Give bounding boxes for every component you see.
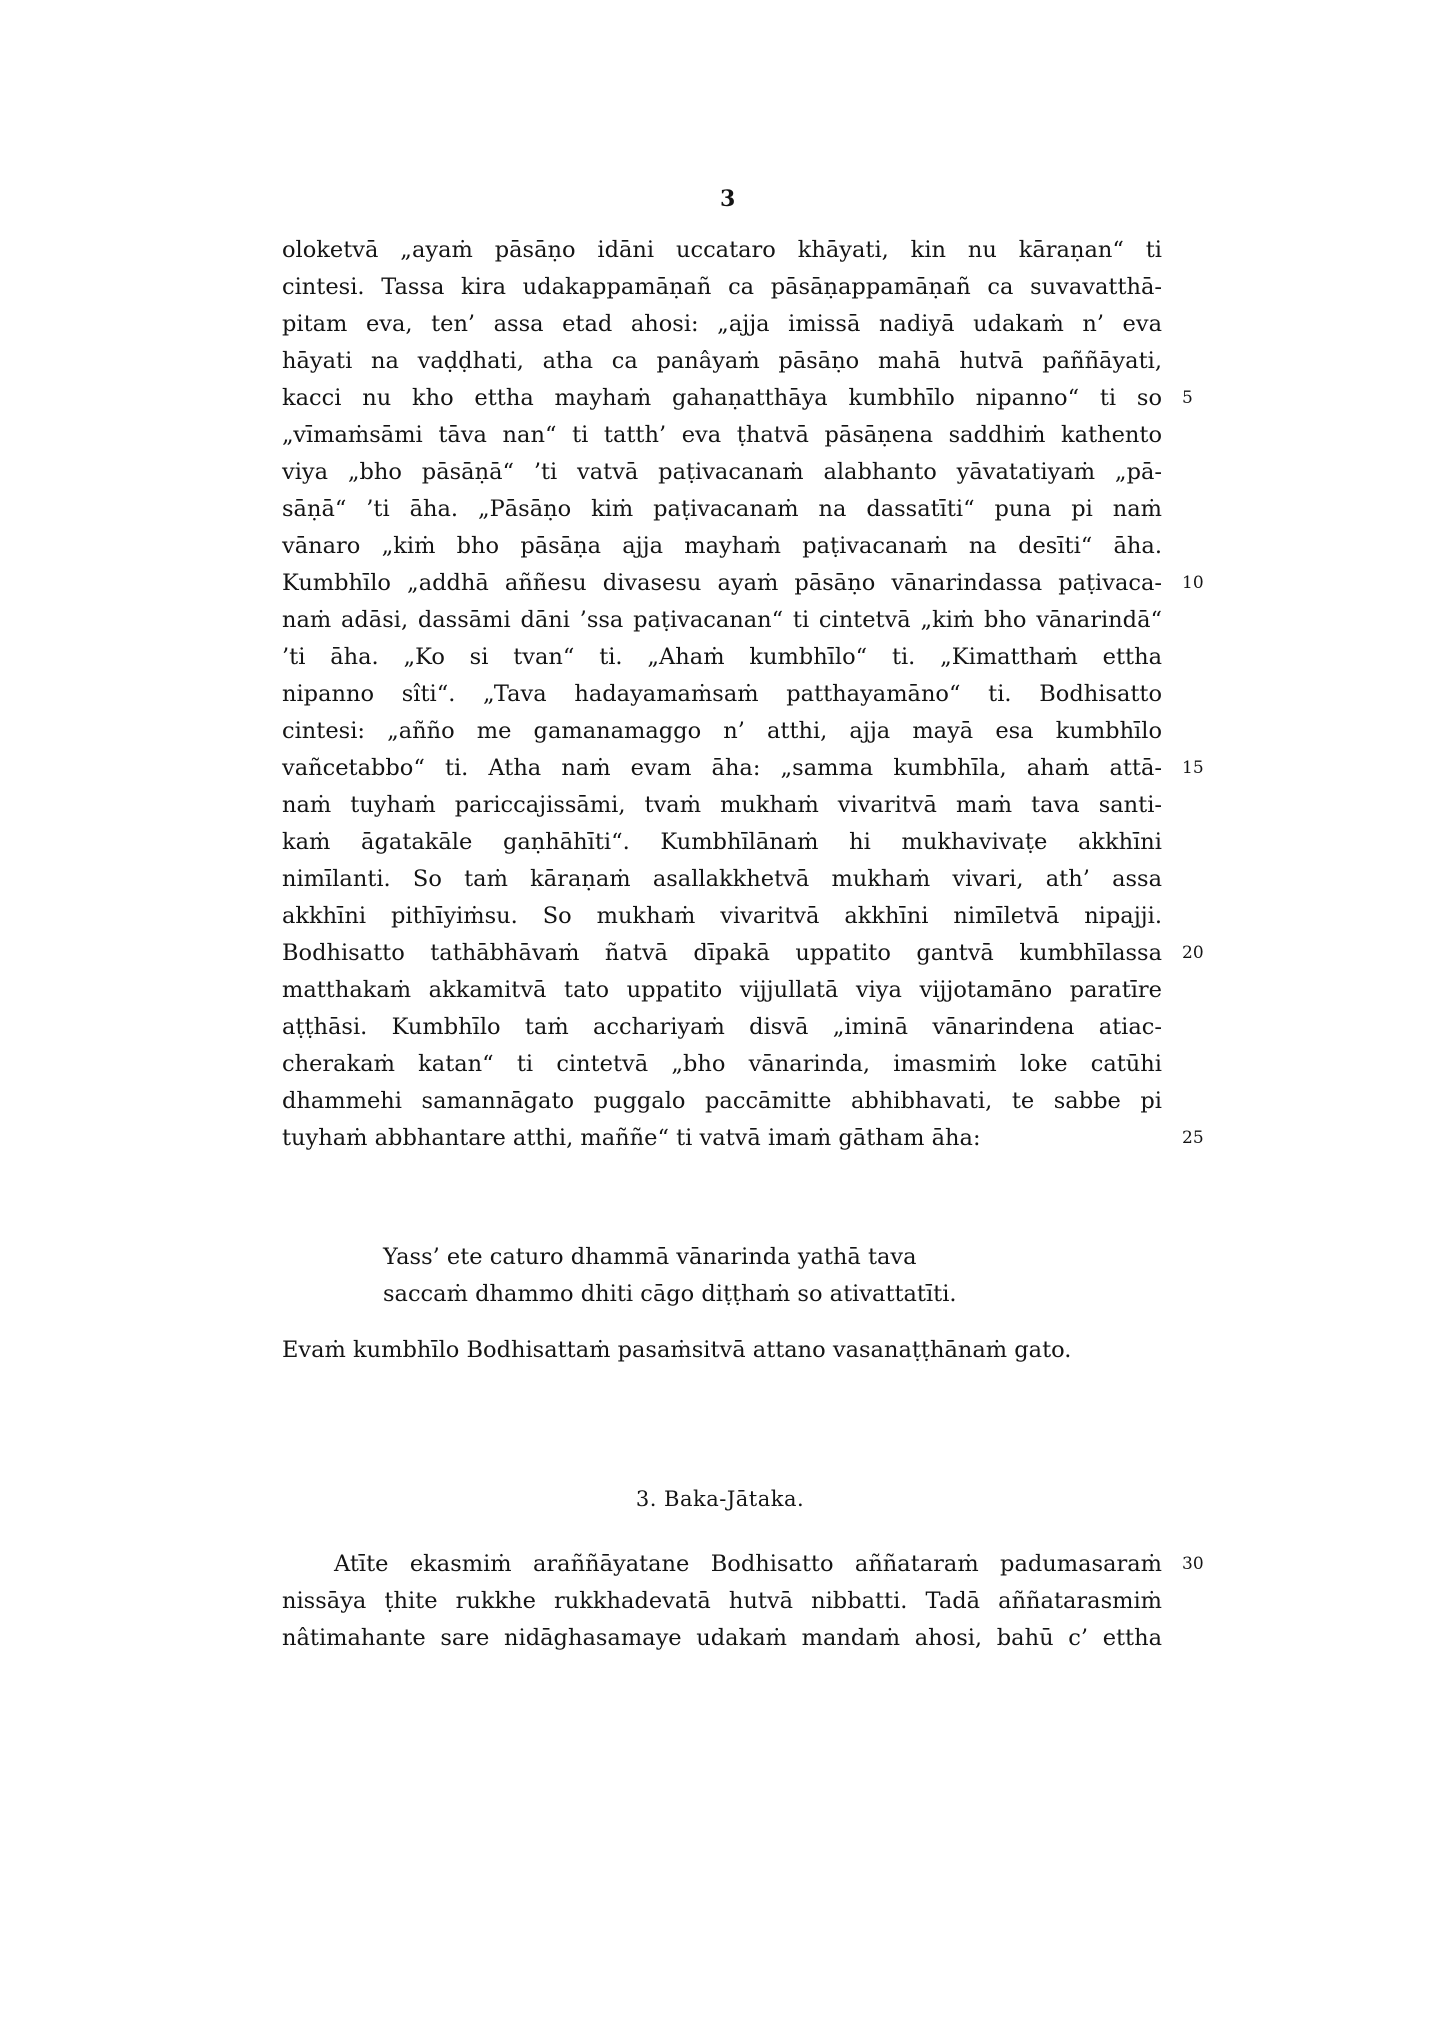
text-line: dhammehi samannāgato puggalo paccāmitte abhibhavati, te sabbe pi bbox=[282, 1088, 1162, 1114]
verse-line: saccaṁ dhammo dhiti cāgo diṭṭhaṁ so ativattatīti. bbox=[383, 1281, 957, 1307]
text-line: kaṁ āgatakāle gaṇhāhīti“. Kumbhīlānaṁ hi mukhavivaṭe akkhīni bbox=[282, 829, 1162, 855]
text-line: nimīlanti. So taṁ kāraṇaṁ asallakkhetvā mukhaṁ vivari, ath’ assa bbox=[282, 866, 1162, 892]
text-line: akkhīni pithīyiṁsu. So mukhaṁ vivaritvā akkhīni nimīletvā nipajji. bbox=[282, 903, 1162, 929]
text-line: Bodhisatto tathābhāvaṁ ñatvā dīpakā uppatito gantvā kumbhīlassa 20 bbox=[282, 935, 1162, 972]
text-line: naṁ adāsi, dassāmi dāni ’ssa paṭivacanan“ ti cintetvā „kiṁ bho vānarindā“ bbox=[282, 607, 1162, 633]
verse-line: Yass’ ete caturo dhammā vānarinda yathā tava bbox=[383, 1244, 917, 1270]
text-line: nissāya ṭhite rukkhe rukkhadevatā hutvā nibbatti. Tadā aññatarasmiṁ bbox=[282, 1588, 1162, 1614]
closing-line: Evaṁ kumbhīlo Bodhisattaṁ pasaṁsitvā attano vasanaṭṭhānaṁ gato. bbox=[282, 1337, 1072, 1363]
text-line: cherakaṁ katan“ ti cintetvā „bho vānarinda, imasmiṁ loke catūhi bbox=[282, 1051, 1162, 1077]
page-number: 3 bbox=[720, 186, 736, 212]
text-line: vānaro „kiṁ bho pāsāṇa ajja mayhaṁ paṭivacanaṁ na desīti“ āha. bbox=[282, 533, 1162, 559]
closing-block bbox=[282, 1332, 1162, 1369]
line-number: 5 bbox=[1182, 388, 1193, 408]
text-line: sāṇā“ ’ti āha. „Pāsāṇo kiṁ paṭivacanaṁ na dassatīti“ puna pi naṁ bbox=[282, 496, 1162, 522]
line-number: 30 bbox=[1182, 1554, 1204, 1574]
line-number: 20 bbox=[1182, 943, 1204, 963]
main-text-block bbox=[282, 232, 1204, 1157]
line-number: 25 bbox=[1182, 1128, 1204, 1148]
text-line: oloketvā „ayaṁ pāsāṇo idāni uccataro khāyati, kin nu kāraṇan“ ti bbox=[282, 237, 1162, 263]
text-line: viya „bho pāsāṇā“ ’ti vatvā paṭivacanaṁ alabhanto yāvatatiyaṁ „pā- bbox=[282, 459, 1162, 485]
text-line: matthakaṁ akkamitvā tato uppatito vijjullatā viya vijjotamāno paratīre bbox=[282, 977, 1162, 1003]
line-number: 10 bbox=[1182, 573, 1204, 593]
text-line: pitam eva, ten’ assa etad ahosi: „ajja imissā nadiyā udakaṁ n’ eva bbox=[282, 311, 1162, 337]
text-line: tuyhaṁ abbhantare atthi, maññe“ ti vatvā imaṁ gātham āha: 25 bbox=[282, 1120, 1162, 1157]
text-line: Atīte ekasmiṁ araññāyatane Bodhisatto aññataraṁ padumasaraṁ 30 bbox=[282, 1546, 1162, 1583]
text-line: naṁ tuyhaṁ pariccajissāmi, tvaṁ mukhaṁ vivaritvā maṁ tava santi- bbox=[282, 792, 1162, 818]
text-line: nipanno sîti“. „Tava hadayamaṁsaṁ patthayamāno“ ti. Bodhisatto bbox=[282, 681, 1162, 707]
text-line: cintesi. Tassa kira udakappamāṇañ ca pāsāṇappamāṇañ ca suvavatthā- bbox=[282, 274, 1162, 300]
section-heading: 3. Baka-Jātaka. bbox=[635, 1487, 805, 1511]
text-line: aṭṭhāsi. Kumbhīlo taṁ acchariyaṁ disvā „iminā vānarindena atiac- bbox=[282, 1014, 1162, 1040]
text-line: cintesi: „añño me gamanamaggo n’ atthi, ajja mayā esa kumbhīlo bbox=[282, 718, 1162, 744]
text-line: kacci nu kho ettha mayhaṁ gahaṇatthāya kumbhīlo nipanno“ ti so 5 bbox=[282, 380, 1162, 417]
text-line: nâtimahante sare nidāghasamaye udakaṁ mandaṁ ahosi, bahū c’ ettha bbox=[282, 1625, 1162, 1651]
text-line: hāyati na vaḍḍhati, atha ca panâyaṁ pāsāṇo mahā hutvā paññāyati, bbox=[282, 348, 1162, 374]
section-text-block bbox=[282, 1546, 1204, 1657]
text-line: „vīmaṁsāmi tāva nan“ ti tatth’ eva ṭhatvā pāsāṇena saddhiṁ kathento bbox=[282, 422, 1162, 448]
verse-block bbox=[383, 1239, 1083, 1313]
text-line: ’ti āha. „Ko si tvan“ ti. „Ahaṁ kumbhīlo“ ti. „Kimatthaṁ ettha bbox=[282, 644, 1162, 670]
line-number: 15 bbox=[1182, 758, 1204, 778]
text-line: vañcetabbo“ ti. Atha naṁ evam āha: „samma kumbhīla, ahaṁ attā- 15 bbox=[282, 750, 1162, 787]
text-line: Kumbhīlo „addhā aññesu divasesu ayaṁ pāsāṇo vānarindassa paṭivaca- 10 bbox=[282, 565, 1162, 602]
